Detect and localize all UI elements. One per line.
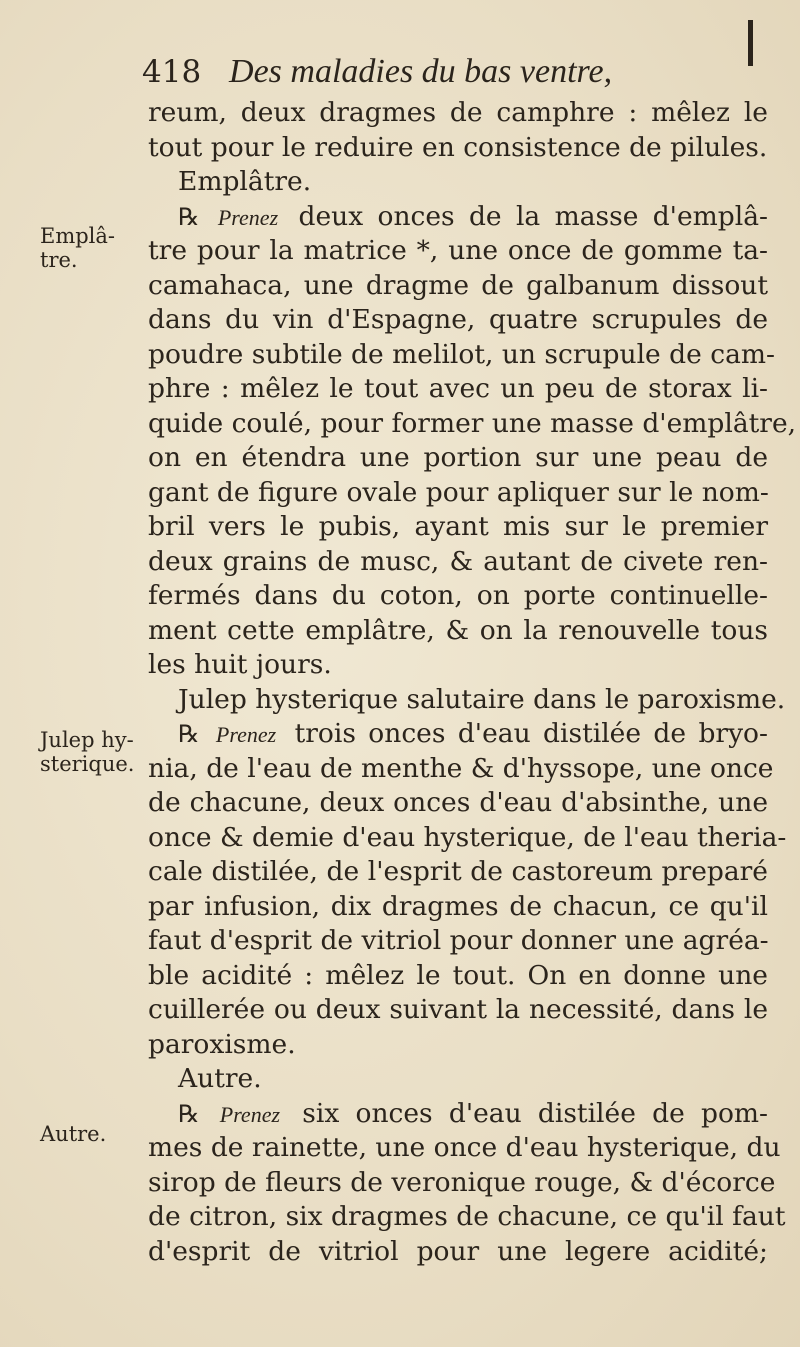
section-heading-autre: Autre. [178, 1063, 262, 1094]
text-line: fermés dans du coton, on porte continuelle- [148, 580, 768, 611]
text-line: mes de rainette, une once d'eau hysterique, du [148, 1132, 781, 1163]
text-line: reum, deux dragmes de camphre : mêlez le [148, 97, 768, 128]
text-line: poudre subtile de melilot, un scrupule de cam- [148, 338, 775, 370]
prenez-label: Prenez [215, 722, 277, 747]
text-line: tout pour le reduire en consistence de pilules. [148, 131, 768, 163]
text-line: de citron, six dragmes de chacune, ce qu'il faut [148, 1201, 786, 1232]
text-line: nia, de l'eau de menthe & d'hyssope, une once [148, 752, 774, 784]
text-line: par infusion, dix dragmes de chacun, ce qu'il [148, 890, 768, 922]
text-line: les huit jours. [148, 649, 332, 680]
margin-note-autre [40, 1122, 140, 1146]
section-heading-julep: Julep hysterique salutaire dans le paroxisme. [178, 683, 786, 715]
text-line: ment cette emplâtre, & on la renouvelle tous [148, 614, 768, 646]
text-line: faut d'esprit de vitriol pour donner une agréa- [148, 925, 769, 956]
margin-note-line: Autre. [40, 1122, 107, 1146]
body-text [148, 96, 797, 1269]
page-number: 418 [142, 54, 202, 90]
text-line: cuillerée ou deux suivant la necessité, dans le [148, 994, 768, 1025]
recipe-line [148, 200, 768, 235]
text-line: d'esprit de vitriol pour une legere acidité; [148, 1235, 768, 1267]
text-line: quide coulé, pour former une masse d'emplâtre, [148, 407, 797, 439]
text-fragment: six onces d'eau distilée de pom- [302, 1097, 768, 1129]
margin-note-julep [40, 728, 140, 776]
prenez-label: Prenez [219, 1101, 281, 1127]
text-line: de chacune, deux onces d'eau d'absinthe, une [148, 787, 768, 818]
text-line: ble acidité : mêlez le tout. On en donne une [148, 959, 768, 991]
running-header [142, 48, 742, 96]
margin-note-line: tre. [40, 248, 78, 272]
recipe-symbol-icon: ℞ [178, 202, 200, 231]
margin-note-emplatre [40, 224, 140, 272]
text-line: cale distilée, de l'esprit de castoreum preparé [148, 856, 768, 887]
text-line: paroxisme. [148, 1028, 296, 1060]
text-line: sirop de fleurs de veronique rouge, & d'écorce [148, 1166, 776, 1198]
printer-mark [748, 20, 753, 66]
recipe-symbol-icon: ℞ [178, 720, 200, 748]
section-heading-emplatre: Emplâtre. [178, 166, 312, 197]
margin-note-line: sterique. [40, 752, 135, 776]
margin-note-line: Julep hy- [40, 728, 134, 752]
margin-note-line: Emplâ- [40, 224, 116, 248]
text-line: deux grains de musc, & autant de civete ren- [148, 545, 768, 577]
recipe-symbol-icon: ℞ [178, 1099, 200, 1128]
text-line: phre : mêlez le tout avec un peu de storax li- [148, 373, 768, 404]
prenez-label: Prenez [217, 204, 279, 230]
recipe-line [148, 717, 768, 752]
text-line: on en étendra une portion sur une peau de [148, 442, 768, 473]
running-title: Des maladies du bas ventre, [229, 53, 613, 90]
text-line: dans du vin d'Espagne, quatre scrupules de [148, 304, 768, 335]
text-fragment: deux onces de la masse d'emplâ- [298, 200, 768, 232]
text-line: gant de figure ovale pour apliquer sur le nom- [148, 476, 769, 508]
text-fragment: trois onces d'eau distilée de bryo- [294, 718, 768, 749]
text-line: tre pour la matrice *, une once de gomme ta- [148, 235, 768, 266]
recipe-line [148, 1097, 768, 1132]
text-line: bril vers le pubis, ayant mis sur le premier [148, 511, 768, 542]
text-line: camahaca, une dragme de galbanum dissout [148, 269, 768, 301]
text-line: once & demie d'eau hysterique, de l'eau theria- [148, 821, 787, 853]
